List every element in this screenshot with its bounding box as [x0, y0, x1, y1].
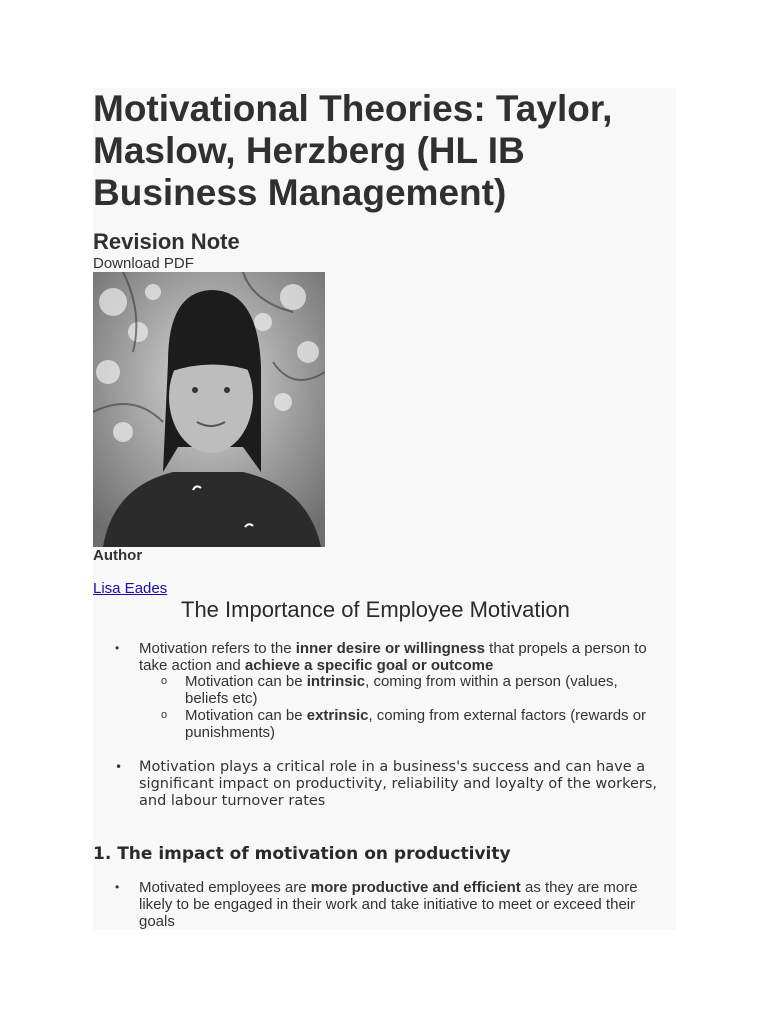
bullet-icon: •	[115, 760, 123, 774]
author-photo	[93, 272, 325, 547]
list-item-text: Motivation refers to the inner desire or willingness that propels a person to take action and achieve a specific goal or outcome	[139, 640, 647, 674]
author-name-link[interactable]: Lisa Eades	[93, 580, 168, 597]
section-heading: The Importance of Employee Motivation	[181, 597, 570, 622]
bullet-icon: •	[115, 641, 120, 655]
sub-list-item-text: Motivation can be intrinsic, coming from within a person (values, beliefs etc)	[185, 673, 618, 707]
sub-list-item-text: Motivation can be extrinsic, coming from external factors (rewards or punishments)	[185, 707, 647, 741]
list-item-text: Motivation plays a critical role in a business's success and can have a significant impact on productivity, reliability and loyalty of the workers, and labour turnover rates	[139, 759, 657, 809]
revision-note-label: Revision Note	[93, 229, 240, 254]
list-item-text: Motivated employees are more productive and efficient as they are more likely to be engaged in their work and take initiative to meet or exceed their goals	[139, 879, 638, 930]
bullet-icon: •	[115, 880, 120, 894]
page-title: Motivational Theories: Taylor, Maslow, Herzberg (HL IB Business Management)	[93, 88, 613, 213]
author-label: Author	[93, 547, 143, 564]
download-pdf-link[interactable]: Download PDF	[93, 255, 194, 272]
sub-bullet-icon: o	[161, 709, 168, 721]
section-heading-productivity: 1. The impact of motivation on productivity	[93, 844, 511, 864]
sub-bullet-icon: o	[161, 675, 168, 687]
list-item	[115, 640, 665, 674]
author-portrait-image	[93, 272, 325, 547]
